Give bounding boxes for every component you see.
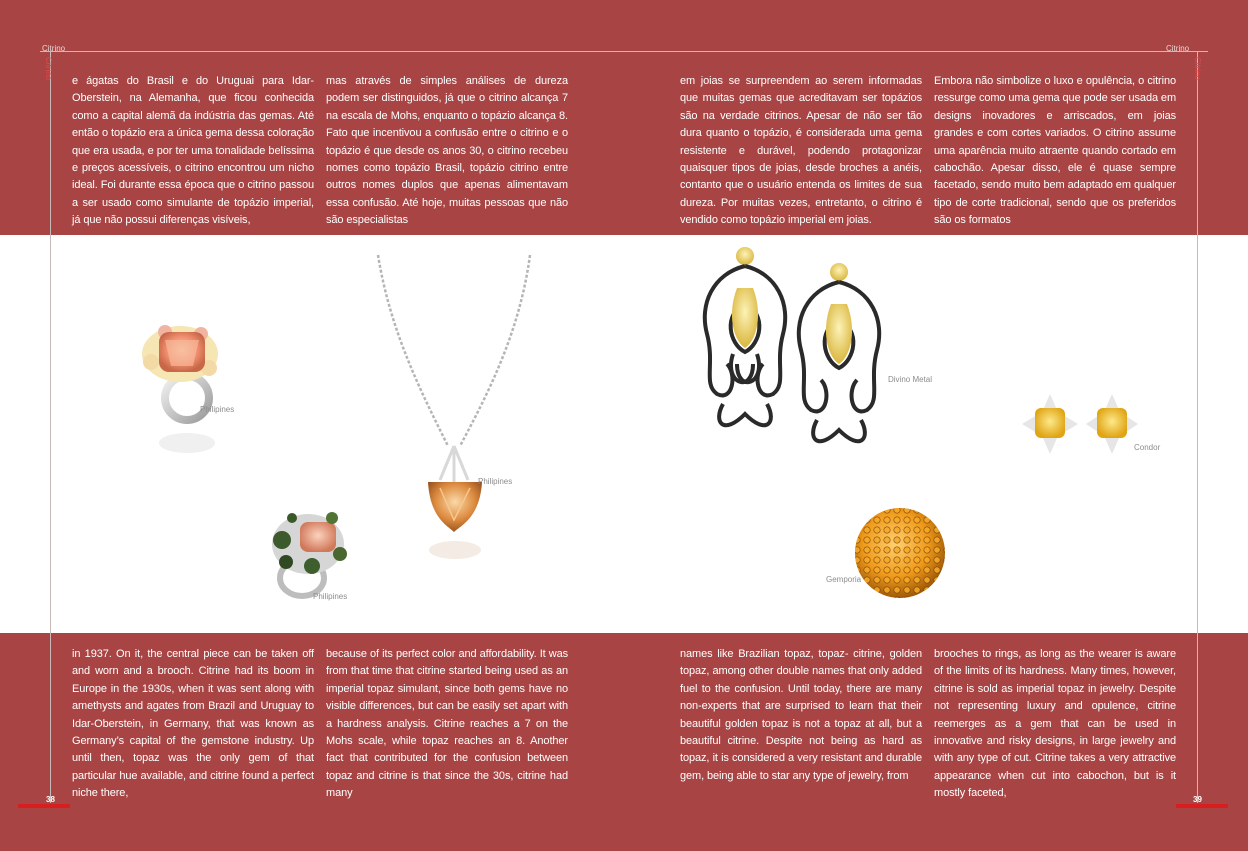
en-column-1: in 1937. On it, the central piece can be taken off and worn and a brooch. Citrine had its boom in Europe in the 1930s, when it was sent along with amethysts and agates from Brazil and Uruguay to Idar-Oberstein, in Germany, that was known as Germany’s capital of the gemstone industry. Up until then, topaz was the only gem of that particular hue available, and citrine found a perfect niche there, [72, 648, 314, 800]
pt-column-4: Embora não simbolize o luxo e opulência, o citrino ressurge como uma gema que pode ser usada em designs inovadores e arriscados, em joias grandes e com cortes variados. O citrino assume uma aparência muito atraente quando cortado em cabochão. Apesar disso, ele é quase sempre facetado, sendo muito bem adaptado em qualquer tipo de corte tradicional, sendo que os preferidos são os formatos [934, 75, 1177, 227]
credit-earrings: Divino Metal [888, 375, 933, 384]
running-header-right: Citrino [1166, 44, 1190, 53]
credit-ring-2: Philipines [313, 592, 348, 601]
en-column-4: brooches to rings, as long as the wearer is aware of the limits of its hardness. Many times, however, citrine is sold as imperial topaz in jewelry. Despite not representing luxury and opulence, citrine reemerges as a gem that can be used in innovative and risky designs, in large jewelry and with any type of cut. Citrine takes a very attractive appearance when cut into cabochon, but is it mostly faceted, [934, 648, 1176, 800]
right-frame-line [1197, 51, 1198, 803]
chandelier-earrings-photo [693, 244, 893, 474]
side-label-left: Citrino [44, 57, 53, 81]
pt-column-3: em joias se surpreendem ao serem informadas que muitas gemas que acreditavam ser topázios são na verdade citrinos. Apesar de não ser tão dura quanto o topázio, é considerada uma gema resistente e durável, podendo protagonizar quaisquer tipos de joias, desde broches a anéis, contanto que o usuário entenda os limites de sua dureza. Por muitas vezes, entretanto, o citrino é vendido como topázio imperial em joias. [680, 75, 922, 227]
credit-pendant: Philipines [478, 477, 513, 486]
en-column-3: names like Brazilian topaz, topaz- citrine, golden topaz, among other double names that only added fuel to the confusion. Until today, there are many non-experts that are surprised to learn that their beautiful golden topaz is not a topaz at all, but a beautiful citrine. Despite not being as hard as topaz, it is considered a very resistant and durable gem, being able to star any type of jewelry, from [680, 648, 922, 782]
credit-ring-1: Philipines [200, 405, 235, 414]
en-column-2: because of its perfect color and affordability. It was from that time that citrine started being used as an imperial topaz simulant, since both gems have no visible differences, but can be easily set apart with a hardness analysis. Citrine reaches a 7 on the Mohs scale, while topaz reaches an 8. Another fact that contributed for the confusion between topaz and citrine is that since the 30s, citrine had many [326, 648, 568, 800]
citrine-ball-photo [852, 505, 948, 601]
pt-column-2: mas através de simples análises de dureza podem ser distinguidos, já que o citrino alcança 7 na escala de Mohs, enquanto o topázio alcança 8. Fato que incentivou a confusão entre o citrino e o topázio é que desde os anos 30, o citrino recebeu nomes como topázio Brasil, topázio citrino entre outros nomes duplos que apenas alimentavam essa confusão. Até hoje, muitas pessoas que não são especialistas [326, 75, 568, 227]
ring-photo-1 [135, 318, 235, 468]
header-rule [40, 51, 1208, 52]
credit-ball: Gemporia [826, 575, 862, 584]
page-number-right: 39 [1193, 795, 1202, 804]
credit-studs: Condor [1134, 443, 1161, 452]
footer-red-bar-left [18, 804, 70, 808]
footer-red-bar-right [1176, 804, 1228, 808]
left-frame-line [50, 51, 51, 803]
running-header-left: Citrino [42, 44, 66, 53]
stud-earrings-photo [1020, 392, 1140, 462]
page-number-left: 38 [46, 795, 55, 804]
side-label-right: Citrino [1193, 57, 1202, 81]
pt-column-1: e ágatas do Brasil e do Uruguai para Idar-Oberstein, na Alemanha, que ficou conhecida como a capital alemã da indústria das gemas. Até então o topázio era a única gema dessa coloração que era usada, e por ter uma tonalidade belíssima e preços acessíveis, o citrino encontrou um nicho ideal. Foi durante essa época que o citrino passou a ser usado como simulante de topázio imperial, já que não possui diferenças visíveis, [72, 75, 314, 227]
pendant-necklace-photo [370, 250, 540, 570]
